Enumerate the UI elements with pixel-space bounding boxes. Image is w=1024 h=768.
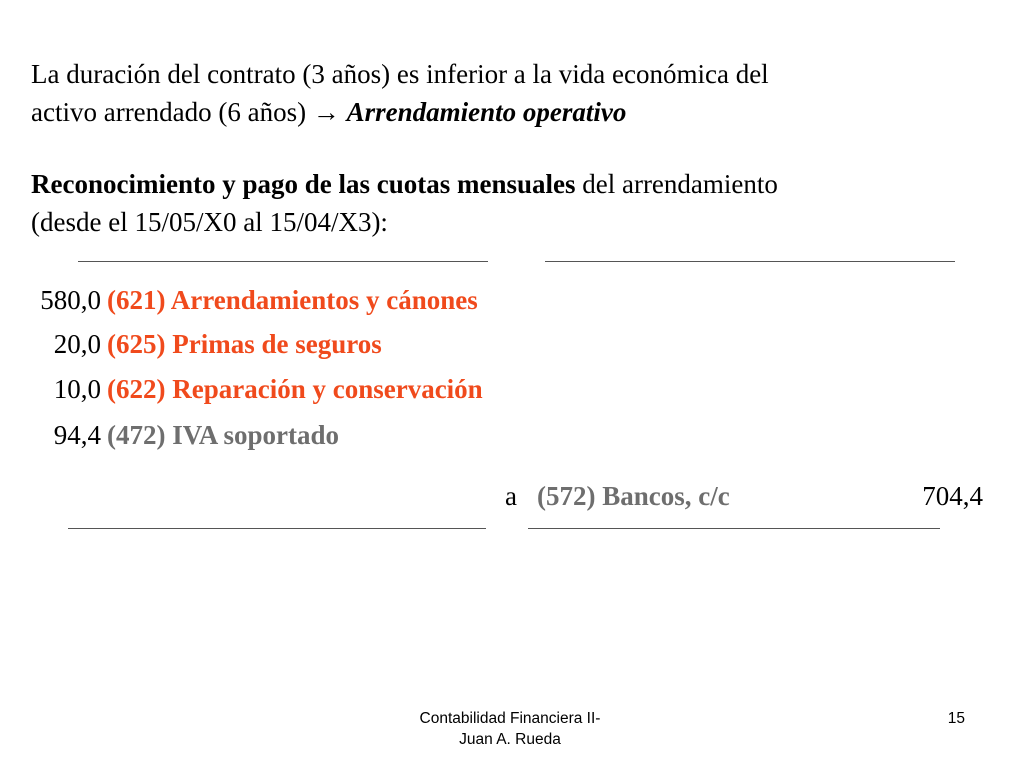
journal-bottom-rule-left (68, 528, 486, 529)
lease-classification: Arrendamiento operativo (346, 97, 627, 127)
entry-heading (31, 165, 991, 241)
slide-footer (380, 708, 640, 750)
debit-line-621 (24, 283, 478, 317)
intro-line-1: La duración del contrato (3 años) es inferior a la vida económica del (31, 59, 769, 89)
credit-amount: 704,4 (922, 481, 983, 511)
debit-amount: 20,0 (53, 329, 101, 359)
debit-account: (622) Reparación y conservación (107, 374, 483, 404)
debit-amount: 10,0 (53, 374, 101, 404)
entry-heading-bold: Reconocimiento y pago de las cuotas mensuales (31, 169, 576, 199)
intro-line-2-start: activo arrendado (6 años) (31, 97, 307, 127)
entry-heading-rest: del arrendamiento (582, 169, 778, 199)
debit-account: (625) Primas de seguros (107, 329, 382, 359)
debit-amount: 94,4 (53, 420, 101, 450)
journal-top-rule-right (545, 261, 955, 262)
journal-bottom-rule-right (528, 528, 940, 529)
credit-account: (572) Bancos, c/c (537, 481, 730, 511)
credit-prefix: a (505, 481, 517, 511)
page-number: 15 (947, 710, 965, 727)
debit-line-622 (24, 372, 483, 406)
intro-paragraph (31, 55, 991, 131)
debit-line-625 (24, 327, 382, 361)
right-arrow-icon: → (312, 97, 340, 127)
debit-line-472 (24, 418, 339, 452)
footer-course: Contabilidad Financiera II- (419, 710, 601, 727)
debit-amount: 580,0 (40, 285, 101, 315)
journal-top-rule-left (78, 261, 488, 262)
footer-author: Juan A. Rueda (459, 731, 561, 748)
debit-account: (472) IVA soportado (107, 420, 340, 450)
debit-account: (621) Arrendamientos y cánones (107, 285, 478, 315)
entry-period: (desde el 15/05/X0 al 15/04/X3): (31, 207, 388, 237)
